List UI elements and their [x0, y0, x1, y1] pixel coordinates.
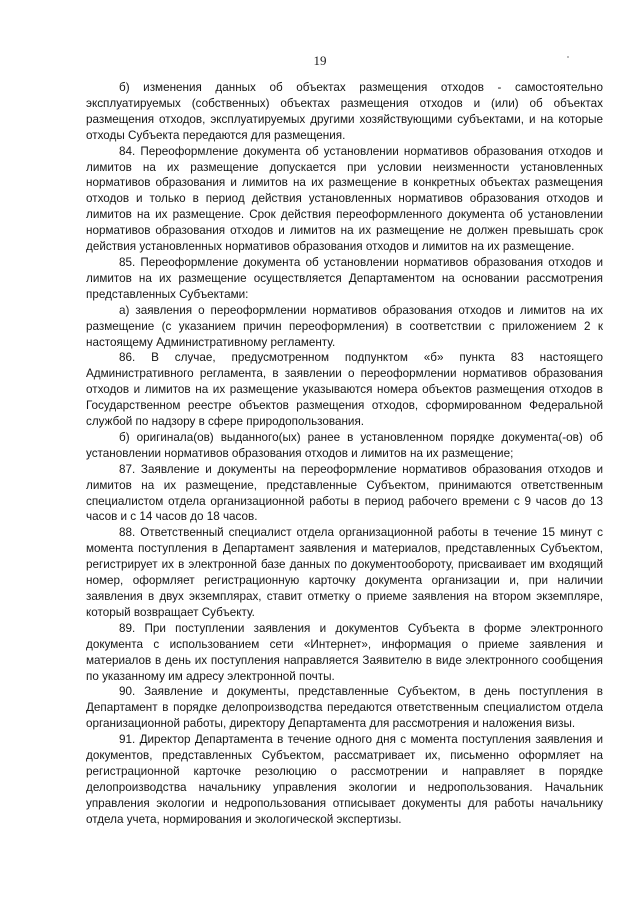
paragraph-83b: б) изменения данных об объектах размещения отходов - самостоятельно эксплуатируемых (собственных) объектах размещения отходов и (или) об объектах размещения отходов, эксплуатируемых другими хозяйствующими субъектами, и на которые отходы Субъекта передаются для размещения.	[86, 81, 603, 142]
paragraph-90: 90. Заявление и документы, представленные Субъектом, в день поступления в Департамент в порядке делопроизводства передаются ответственным специалистом отдела организационной работы, директору Департамента для рассмотрения и наложения визы.	[86, 685, 603, 731]
paragraph-91: 91. Директор Департамента в течение одного дня с момента поступления заявления и документов, представленных Субъектом, рассматривает их, письменно оформляет на регистрационной карточке резолюцию о рассмотрении и направляет в порядке делопроизводства начальнику управления экологии и недропользования. Начальник управления экологии и недропользования отписывает документы для работы начальнику отдела учета, нормирования и экологической экспертизы.	[86, 733, 603, 826]
document-body	[86, 80, 603, 828]
page-number: 19	[313, 53, 327, 68]
scan-mark	[567, 56, 569, 58]
paragraph-87: 87. Заявление и документы на переоформление нормативов образования отходов и лимитов на их размещение, представленные Субъектом, принимаются ответственным специалистом отдела организационной работы в период рабочего времени с 9 часов до 13 часов и с 14 часов до 18 часов.	[86, 462, 603, 524]
paragraph-88: 88. Ответственный специалист отдела организационной работы в течение 15 минут с момента поступления в Департамент заявления и материалов, представленных Субъектом, регистрирует их в электронной базе данных по документообороту, присваивает им входящий номер, оформляет регистрационную карточку документа организации и, при наличии заявления в двух экземплярах, ставит отметку о приеме заявления на втором экземпляре, который возвращает Субъекту.	[86, 526, 603, 619]
paragraph-84: 84. Переоформление документа об установлении нормативов образования отходов и лимитов на их размещение допускается при условии неизменности установленных нормативов образования и лимитов на их размещение в конкретных объектах размещения отходов и только в период действия установленных нормативов образования отходов и лимитов на их размещение. Срок действия переоформленного документа об установлении нормативов образования отходов и лимитов на их размещение не должен превышать срок действия установленных нормативов образования отходов и лимитов на их размещение.	[86, 144, 603, 254]
paragraph-85a: а) заявления о переоформлении нормативов образования отходов и лимитов на их размещение (с указанием причин переоформления) в соответствии с приложением 2 к настоящему Административному регламенту.	[86, 303, 603, 349]
paragraph-85: 85. Переоформление документа об установлении нормативов образования отходов и лимитов на их размещение осуществляется Департаментом на основании рассмотрения представленных Субъектами:	[86, 255, 603, 301]
paragraph-86: 86. В случае, предусмотренном подпунктом «б» пункта 83 настоящего Административного регламента, в заявлении о переоформлении нормативов образования отходов и лимитов на их размещение указываются номера объектов размещения отходов в Государственном реестре объектов размещения отходов, сформированном Федеральной службой по надзору в сфере природопользования.	[86, 351, 603, 429]
paragraph-89: 89. При поступлении заявления и документов Субъекта в форме электронного документа с использованием сети «Интернет», информация о приеме заявления и материалов в день их поступления направляется Заявителю в виде электронного сообщения по указанному им адресу электронной почты.	[86, 621, 603, 683]
paragraph-86b: б) оригинала(ов) выданного(ых) ранее в установленном порядке документа(-ов) об установлении нормативов образования отходов и лимитов на их размещение;	[86, 430, 603, 460]
